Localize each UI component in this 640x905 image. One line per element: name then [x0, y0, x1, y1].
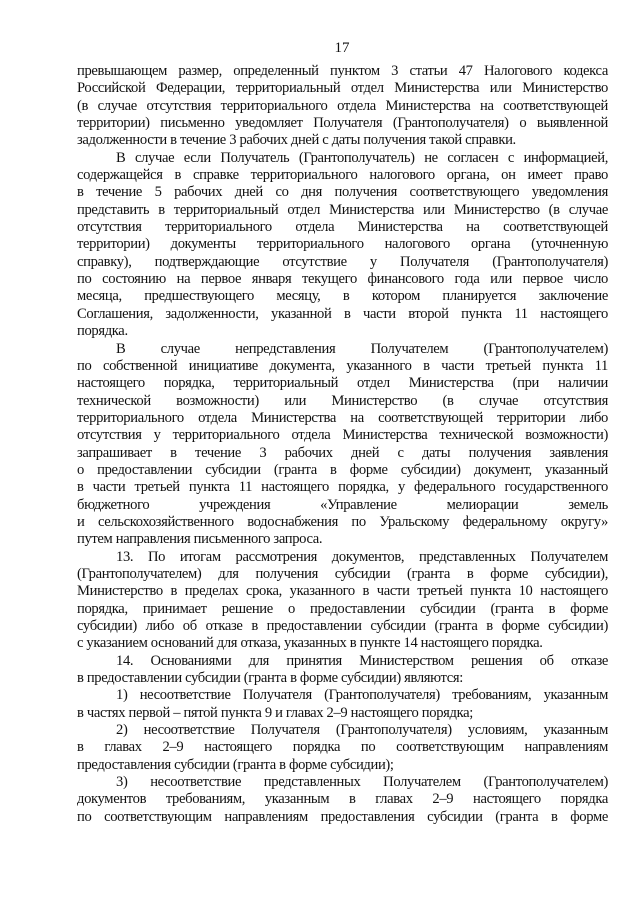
text-line	[77, 531, 608, 548]
text-line	[77, 375, 608, 392]
paragraph-item-14-3	[77, 774, 608, 826]
paragraph-continuation	[77, 63, 608, 150]
text-line	[77, 358, 608, 375]
text-line-content: в части третьей пункта 11 настоящего порядка, у федерального государственного	[77, 479, 608, 496]
text-line-content: В случае непредставления Получателем (Грантополучателем)	[116, 340, 608, 357]
paragraph-item-14	[77, 653, 608, 688]
text-line-content: Министерство в пределах срока, указанного в части третьей пункта 10 настоящего	[77, 583, 608, 600]
text-line	[77, 410, 608, 427]
text-line	[77, 184, 608, 201]
text-line-content: территории) письменно уведомляет Получателя (Грантополучателя) о выявленной	[77, 115, 608, 132]
text-line-content: отсутствия у территориального отдела Министерства технической возможности)	[77, 427, 608, 444]
text-line	[77, 670, 608, 687]
text-line-content: задолженности в течение 3 рабочих дней с даты получения такой справки.	[77, 132, 516, 149]
text-line-content: с указанием оснований для отказа, указанных в пункте 14 настоящего порядка.	[77, 635, 543, 652]
text-line-content: запрашивает в течение 3 рабочих дней с даты получения заявления	[77, 444, 608, 461]
paragraph-item-14-2	[77, 722, 608, 774]
text-line	[77, 254, 608, 271]
text-line-content: (в случае отсутствия территориального отдела Министерства на соответствующей	[77, 97, 608, 114]
text-line-content: по соответствующим направлениям предоставления субсидии (гранта в форме	[77, 808, 608, 825]
text-line-content: в предоставлении субсидии (гранта в форме субсидии) являются:	[77, 670, 463, 687]
text-line	[77, 167, 608, 184]
text-line-content: порядка, принимает решение о предоставлении субсидии (гранта в форме	[77, 600, 608, 617]
text-line-content: предоставления субсидии (гранта в форме субсидии);	[77, 756, 394, 773]
text-line	[77, 63, 608, 80]
text-line-content: по состоянию на первое января текущего финансового года или первое число	[77, 271, 608, 288]
text-line-content: путем направления письменного запроса.	[77, 531, 323, 548]
text-line	[77, 80, 608, 97]
text-line	[77, 514, 608, 531]
text-line-content: субсидии) либо об отказе в предоставлении субсидии (гранта в форме субсидии)	[77, 618, 608, 634]
text-line	[77, 601, 608, 618]
text-line-content: месяца, предшествующего месяцу, в котором планируется заключение	[77, 288, 608, 305]
paragraph-item-14-1	[77, 687, 608, 722]
text-line	[77, 791, 608, 808]
paragraph-non-submission	[77, 341, 608, 549]
text-line	[77, 566, 608, 583]
text-line	[77, 687, 608, 704]
text-line-content: в течение 5 рабочих дней со дня получения соответствующего уведомления	[77, 184, 608, 201]
text-line	[77, 462, 608, 479]
text-line-content: Российской Федерации, территориальный отдел Министерства или Министерство	[77, 80, 608, 97]
text-line-content: превышающем размер, определенный пунктом 3 статьи 47 Налогового кодекса	[77, 63, 608, 79]
text-line-content: 1) несоответствие Получателя (Грантополучателя) требованиям, указанным	[116, 687, 608, 704]
text-line-content: и сельскохозяйственного водоснабжения по Уральскому федеральному округу»	[77, 513, 608, 530]
text-line	[77, 549, 608, 566]
paragraph-disagreement	[77, 150, 608, 341]
text-line	[77, 809, 608, 826]
text-line-content: 2) несоответствие Получателя (Грантополучателя) условиям, указанным	[116, 722, 608, 739]
text-line	[77, 427, 608, 444]
text-line-content: территориального отдела Министерства на соответствующей территории либо	[77, 409, 608, 426]
text-line-content: о предоставлении субсидии (гранта в форме субсидии) документ, указанный	[77, 461, 608, 478]
text-line-content: бюджетного учреждения «Управление мелиорации земель	[77, 496, 608, 513]
text-line	[77, 583, 608, 600]
text-line-content: представить в территориальный отдел Министерства или Министерство (в случае	[77, 201, 608, 218]
text-line	[77, 202, 608, 219]
page-number: 17	[334, 40, 350, 56]
text-line-content: (Грантополучателем) для получения субсидии (гранта в форме субсидии),	[77, 565, 608, 582]
text-line	[77, 618, 608, 635]
text-line	[77, 341, 608, 358]
paragraph-item-13	[77, 549, 608, 653]
text-line-content: технической возможности) или Министерство (в случае отсутствия	[77, 392, 608, 409]
text-line-content: настоящего порядка, территориальный отдел Министерства (при наличии	[77, 375, 608, 392]
text-line-content: по собственной инициативе документа, указанного в части третьей пункта 11	[77, 357, 608, 374]
text-line-content: территории) документы территориального налогового органа (уточненную	[77, 236, 608, 253]
text-line	[77, 479, 608, 496]
text-line	[77, 271, 608, 288]
text-line	[77, 722, 608, 739]
text-line	[77, 739, 608, 756]
text-line-content: 14. Основаниями для принятия Министерством решения об отказе	[116, 652, 608, 669]
text-line	[77, 774, 608, 791]
text-line	[77, 132, 608, 149]
text-line	[77, 757, 608, 774]
text-line-content: в частях первой – пятой пункта 9 и главах 2–9 настоящего порядка;	[77, 704, 473, 721]
text-line	[77, 306, 608, 323]
text-line	[77, 288, 608, 305]
text-line	[77, 236, 608, 253]
text-line	[77, 497, 608, 514]
text-line-content: справку), подтверждающие отсутствие у Получателя (Грантополучателя)	[77, 253, 608, 270]
text-line	[77, 393, 608, 410]
text-line	[77, 445, 608, 462]
text-line-content: В случае если Получатель (Грантополучатель) не согласен с информацией,	[116, 149, 608, 166]
text-line	[77, 150, 608, 167]
text-line	[77, 219, 608, 236]
document-body	[77, 63, 608, 826]
text-line	[77, 705, 608, 722]
text-line-content: отсутствия территориального отдела Министерства на соответствующей	[77, 219, 608, 236]
text-line	[77, 653, 608, 670]
text-line-content: содержащейся в справке территориального налогового органа, он имеет право	[77, 167, 608, 184]
text-line	[77, 98, 608, 115]
text-line-content: документов требованиям, указанным в главах 2–9 настоящего порядка	[77, 791, 608, 808]
text-line	[77, 323, 608, 340]
text-line-content: порядка.	[77, 323, 128, 340]
text-line	[77, 635, 608, 652]
text-line-content: 13. По итогам рассмотрения документов, представленных Получателем	[116, 548, 608, 565]
text-line-content: Соглашения, задолженности, указанной в части второй пункта 11 настоящего	[77, 305, 608, 322]
text-line-content: в главах 2–9 настоящего порядка по соответствующим направлениям	[77, 739, 608, 756]
text-line-content: 3) несоответствие представленных Получателем (Грантополучателем)	[116, 774, 608, 791]
text-line	[77, 115, 608, 132]
